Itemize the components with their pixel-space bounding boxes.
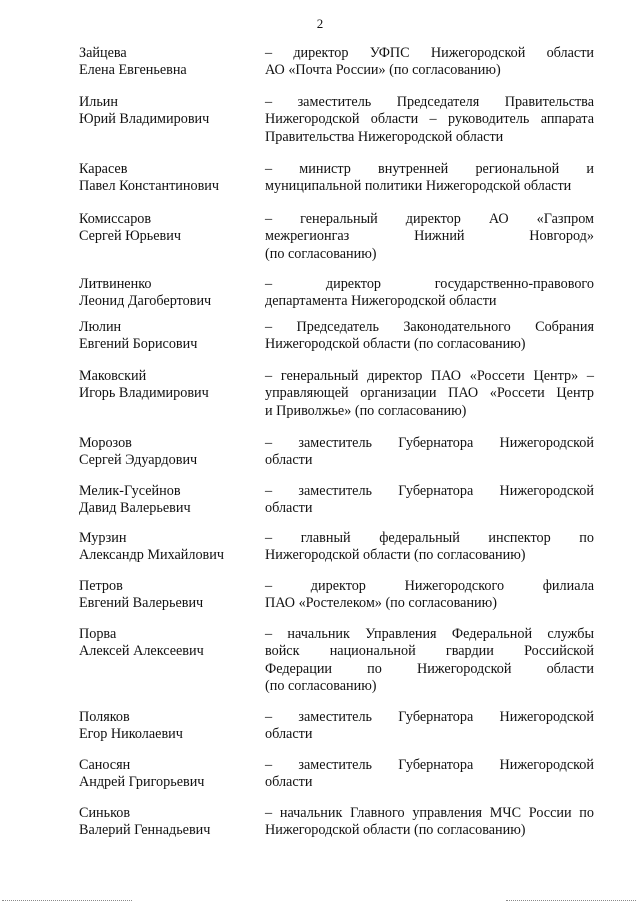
position-line: войск национальной гвардии Российской <box>265 643 594 660</box>
member-entry <box>79 530 594 578</box>
member-entry <box>79 94 594 161</box>
position-line: – министр внутренней региональной и <box>265 161 594 177</box>
member-given-names: Игорь Владимирович <box>79 385 209 401</box>
member-name <box>79 757 265 791</box>
member-given-names: Давид Валерьевич <box>79 500 191 516</box>
member-entry <box>79 211 594 276</box>
member-position <box>265 45 594 80</box>
member-surname: Литвиненко <box>79 276 152 292</box>
position-line: Нижегородской области (по согласованию) <box>265 822 526 839</box>
member-given-names: Евгений Борисович <box>79 336 198 352</box>
member-name <box>79 709 265 743</box>
member-position <box>265 211 594 263</box>
member-given-names: Андрей Григорьевич <box>79 774 205 790</box>
member-surname: Маковский <box>79 368 147 384</box>
scan-edge-marks <box>0 900 640 903</box>
member-name <box>79 211 265 245</box>
member-position <box>265 435 594 470</box>
member-entry <box>79 276 594 319</box>
member-position <box>265 626 594 695</box>
member-given-names: Валерий Геннадьевич <box>79 822 211 838</box>
member-name <box>79 276 265 310</box>
position-line: – заместитель Губернатора Нижегородской <box>265 483 594 499</box>
position-line: области <box>265 726 313 743</box>
position-line: – директор УФПС Нижегородской области <box>265 45 594 61</box>
member-name <box>79 435 265 469</box>
member-surname: Поляков <box>79 709 130 725</box>
member-position <box>265 368 594 420</box>
position-line: Нижегородской области (по согласованию) <box>265 336 526 353</box>
scan-edge-mark-right <box>506 900 636 901</box>
position-line: области <box>265 452 313 469</box>
member-name <box>79 368 265 402</box>
member-entry <box>79 757 594 805</box>
position-line: – генеральный директор АО «Газпром <box>265 211 594 227</box>
member-entry <box>79 483 594 530</box>
position-line: – заместитель Губернатора Нижегородской <box>265 757 594 773</box>
member-name <box>79 319 265 353</box>
member-given-names: Алексей Алексеевич <box>79 643 204 659</box>
position-line: (по согласованию) <box>265 245 377 262</box>
member-position <box>265 530 594 565</box>
position-line: Федерации по Нижегородской области <box>265 660 594 677</box>
member-name <box>79 45 265 79</box>
position-line: Нижегородской области (по согласованию) <box>265 547 526 564</box>
position-line: ПАО «Ростелеком» (по согласованию) <box>265 595 497 612</box>
member-position <box>265 578 594 613</box>
member-surname: Саносян <box>79 757 131 773</box>
position-line: АО «Почта России» (по согласованию) <box>265 62 501 79</box>
member-surname: Ильин <box>79 94 118 110</box>
member-entry <box>79 709 594 757</box>
member-surname: Зайцева <box>79 45 127 61</box>
member-position <box>265 94 594 146</box>
member-given-names: Леонид Дагобертович <box>79 293 212 309</box>
position-line: – Председатель Законодательного Собрания <box>265 319 594 335</box>
position-line: муниципальной политики Нижегородской области <box>265 178 572 195</box>
position-line: – заместитель Губернатора Нижегородской <box>265 435 594 451</box>
position-line: межрегионгаз Нижний Новгород» <box>265 228 594 245</box>
member-given-names: Юрий Владимирович <box>79 111 210 127</box>
member-given-names: Елена Евгеньевна <box>79 62 187 78</box>
position-line: – главный федеральный инспектор по <box>265 530 594 546</box>
member-entry <box>79 319 594 368</box>
scan-edge-mark-left <box>2 900 132 901</box>
member-list <box>79 45 594 853</box>
position-line: – заместитель Председателя Правительства <box>265 94 594 110</box>
member-surname: Комиссаров <box>79 211 152 227</box>
position-line: управляющей организации ПАО «Россети Центр <box>265 385 594 402</box>
member-entry <box>79 435 594 483</box>
position-line: Правительства Нижегородской области <box>265 128 504 145</box>
member-entry <box>79 161 594 211</box>
member-name <box>79 94 265 128</box>
member-surname: Синьков <box>79 805 131 821</box>
member-position <box>265 276 594 311</box>
position-line: (по согласованию) <box>265 677 377 694</box>
position-line: – директор Нижегородского филиала <box>265 578 594 594</box>
member-given-names: Сергей Юрьевич <box>79 228 181 244</box>
position-line: – начальник Управления Федеральной службы <box>265 626 594 642</box>
position-line: области <box>265 500 313 517</box>
member-name <box>79 161 265 195</box>
member-given-names: Евгений Валерьевич <box>79 595 204 611</box>
member-entry <box>79 578 594 626</box>
member-entry <box>79 805 594 853</box>
member-position <box>265 483 594 518</box>
member-position <box>265 805 594 840</box>
member-surname: Морозов <box>79 435 132 451</box>
member-entry <box>79 626 594 709</box>
member-given-names: Егор Николаевич <box>79 726 183 742</box>
member-surname: Карасев <box>79 161 128 177</box>
member-name <box>79 530 265 564</box>
position-line: – начальник Главного управления МЧС России по <box>265 805 594 821</box>
member-given-names: Александр Михайлович <box>79 547 224 563</box>
member-name <box>79 626 265 660</box>
position-line: – директор государственно-правового <box>265 276 594 292</box>
member-name <box>79 805 265 839</box>
member-given-names: Павел Константинович <box>79 178 219 194</box>
member-name <box>79 578 265 612</box>
member-name <box>79 483 265 517</box>
position-line: и Приволжье» (по согласованию) <box>265 402 467 419</box>
member-entry <box>79 45 594 94</box>
member-surname: Порва <box>79 626 117 642</box>
member-surname: Мурзин <box>79 530 127 546</box>
member-position <box>265 319 594 354</box>
position-line: – заместитель Губернатора Нижегородской <box>265 709 594 725</box>
position-line: области <box>265 774 313 791</box>
member-surname: Мелик-Гусейнов <box>79 483 181 499</box>
member-position <box>265 709 594 744</box>
position-line: Нижегородской области – руководитель аппарата <box>265 111 594 128</box>
position-line: департамента Нижегородской области <box>265 293 497 310</box>
position-line: – генеральный директор ПАО «Россети Центр» – <box>265 368 594 384</box>
member-given-names: Сергей Эдуардович <box>79 452 198 468</box>
member-position <box>265 757 594 792</box>
member-entry <box>79 368 594 435</box>
member-position <box>265 161 594 196</box>
page-number: 2 <box>316 16 324 31</box>
member-surname: Петров <box>79 578 123 594</box>
member-surname: Люлин <box>79 319 122 335</box>
